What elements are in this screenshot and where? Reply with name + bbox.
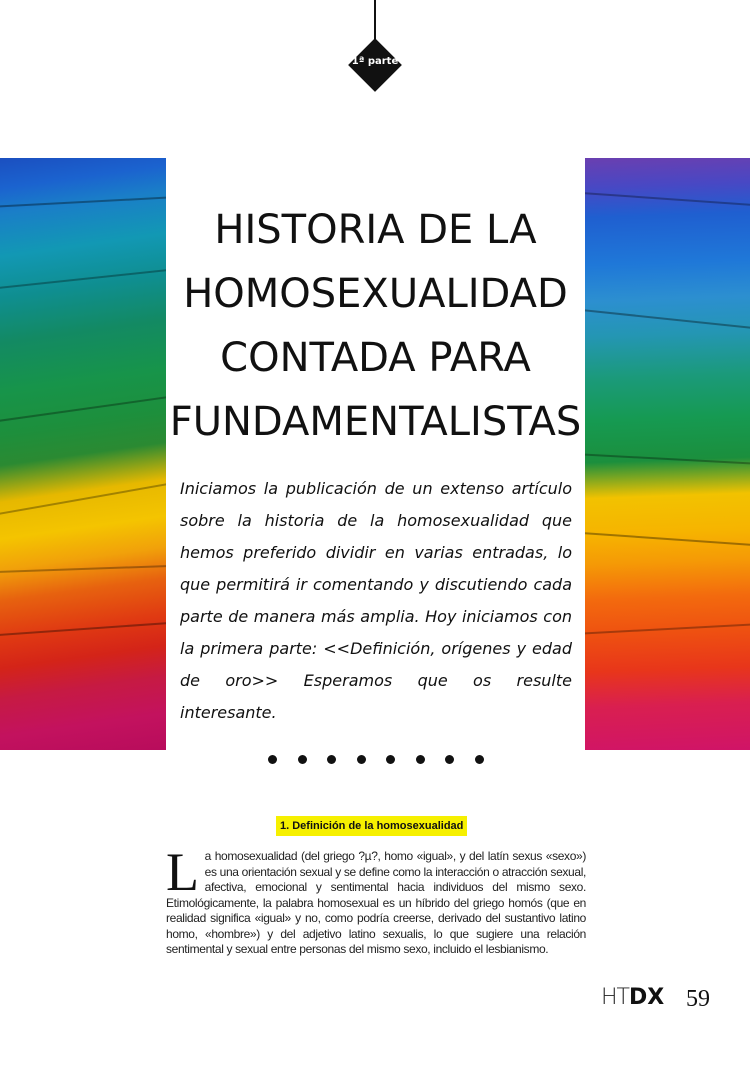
logo-part-bold: DX	[628, 985, 665, 1010]
divider-dot	[357, 755, 366, 764]
divider-dot	[386, 755, 395, 764]
divider-dot	[416, 755, 425, 764]
section-heading: 1. Definición de la homosexualidad	[276, 816, 467, 836]
divider-dot	[445, 755, 454, 764]
article-title	[166, 198, 585, 454]
article-intro: Iniciamos la publicación de un extenso artículo sobre la historia de la homosexualidad que hemos preferido dividir en varias entradas, lo que permitirá ir comentando y discutiendo cada parte de manera más amplia. Hoy iniciamos con la primera parte: <<Definición, orígenes y edad de oro>> Esperamos que os resulte interesante.	[180, 479, 572, 722]
rainbow-flag-right	[585, 158, 750, 750]
page-number: 59	[686, 986, 710, 1012]
badge-label: 1ª parte	[351, 56, 399, 67]
drop-cap: L	[166, 842, 199, 902]
divider-dot	[327, 755, 336, 764]
dot-divider	[268, 752, 484, 766]
logo-part-thin: HT	[601, 985, 629, 1010]
part-badge	[348, 38, 402, 92]
divider-dot	[298, 755, 307, 764]
magazine-logo	[601, 985, 664, 1011]
badge-hanging-line	[374, 0, 376, 40]
title-line: CONTADA PARA	[220, 335, 531, 381]
title-line: HOMOSEXUALIDAD	[183, 271, 568, 317]
section-body-text: a homosexualidad (del griego ?µ?, homo «igual», y del latín sexus «sexo») es una orientación sexual y se define como la interacción o atracción sexual, afectiva, emocional y sentimental hacia individuos del mismo sexo. Etimológicamente, la palabra homosexual es un híbrido del griego homós (que en realidad significa «igual» y no, como podría creerse, derivado del sustantivo latino homo, «hombre») y del adjetivo latino sexualis, lo que sugiere una relación sentimental y sexual entre personas del mismo sexo, incluido el lesbianismo.	[166, 849, 586, 956]
divider-dot	[475, 755, 484, 764]
section-body	[166, 842, 586, 958]
title-line: HISTORIA DE LA	[214, 207, 537, 253]
title-line: FUNDAMENTALISTAS	[169, 399, 582, 445]
rainbow-flag-left	[0, 158, 166, 750]
divider-dot	[268, 755, 277, 764]
